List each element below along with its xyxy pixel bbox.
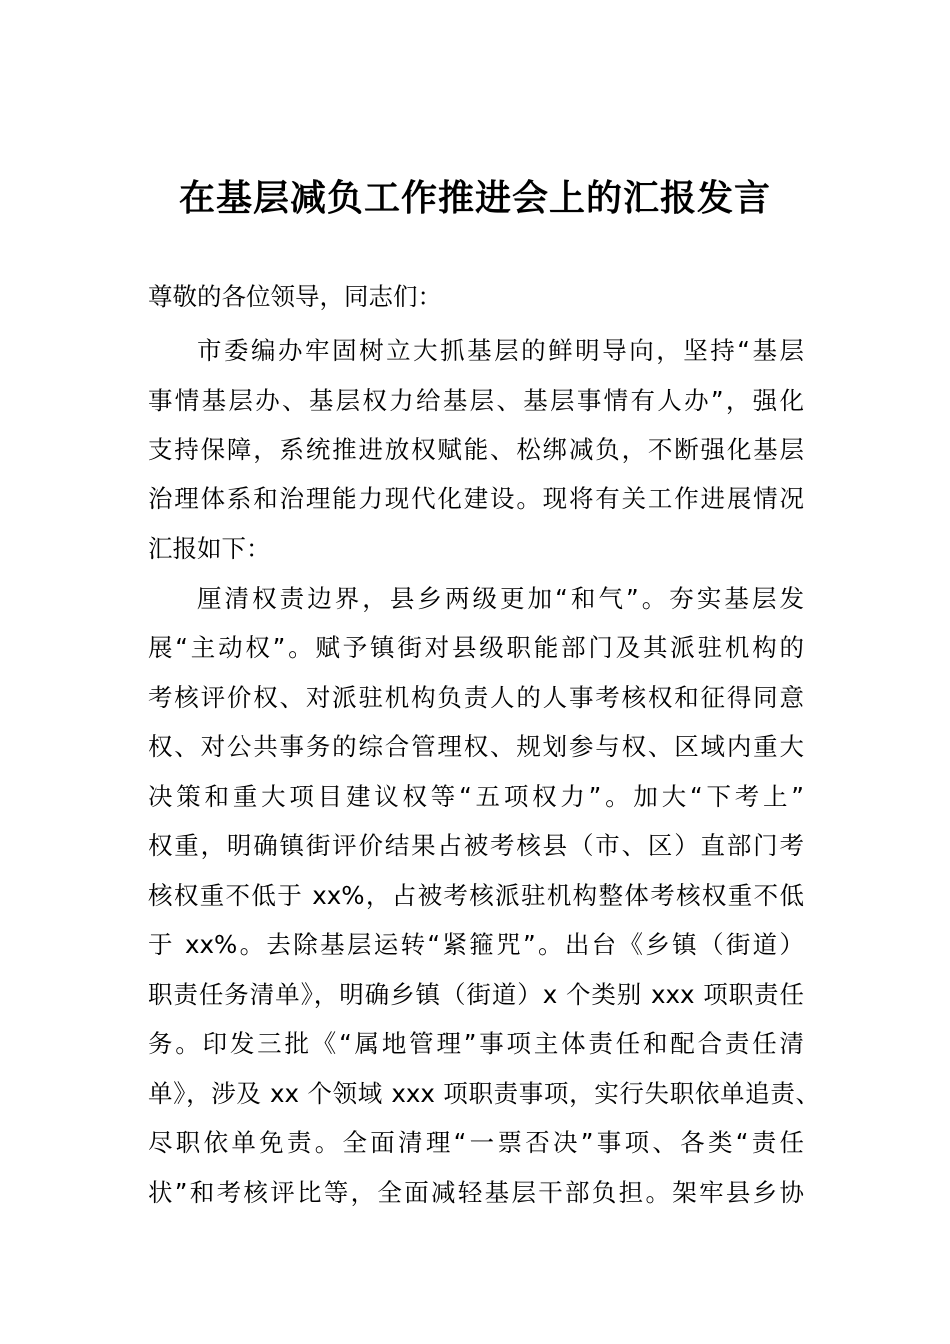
body-line: 考核评价权、对派驻机构负责人的人事考核权和征得同意 — [148, 683, 804, 712]
salutation: 尊敬的各位领导，同志们： — [148, 282, 442, 311]
body-line: 治理体系和治理能力现代化建设。现将有关工作进展情况 — [148, 484, 804, 513]
body-line: 展“主动权”。赋予镇街对县级职能部门及其派驻机构的 — [148, 633, 804, 662]
body-line: 决策和重大项目建议权等“五项权力”。加大“下考上” — [148, 782, 804, 811]
body-line: 务。印发三批《“属地管理”事项主体责任和配合责任清 — [148, 1029, 804, 1058]
body-line: 核权重不低于 xx%，占被考核派驻机构整体考核权重不低 — [148, 881, 804, 910]
body-line: 事情基层办、基层权力给基层、基层事情有人办”，强化 — [148, 386, 804, 415]
body-line: 厘清权责边界，县乡两级更加“和气”。夯实基层发 — [197, 584, 804, 613]
body-line: 权、对公共事务的综合管理权、规划参与权、区域内重大 — [148, 732, 804, 761]
body-line: 权重，明确镇街评价结果占被考核县（市、区）直部门考 — [148, 831, 804, 860]
body-line: 汇报如下： — [148, 534, 271, 563]
body-line: 尽职依单免责。全面清理“一票否决”事项、各类“责任 — [148, 1128, 804, 1157]
body-line: 状”和考核评比等，全面减轻基层干部负担。架牢县乡协 — [148, 1178, 804, 1207]
body-line: 单》，涉及 xx 个领域 xxx 项职责事项，实行失职依单追责、 — [148, 1079, 820, 1108]
body-line: 支持保障，系统推进放权赋能、松绑减负，不断强化基层 — [148, 435, 804, 464]
body-line: 市委编办牢固树立大抓基层的鲜明导向，坚持“基层 — [197, 336, 804, 365]
body-line: 职责任务清单》，明确乡镇（街道）x 个类别 xxx 项职责任 — [148, 980, 804, 1009]
body-line: 于 xx%。去除基层运转“紧箍咒”。出台《乡镇（街道） — [148, 930, 804, 959]
document-title: 在基层减负工作推进会上的汇报发言 — [178, 177, 771, 219]
